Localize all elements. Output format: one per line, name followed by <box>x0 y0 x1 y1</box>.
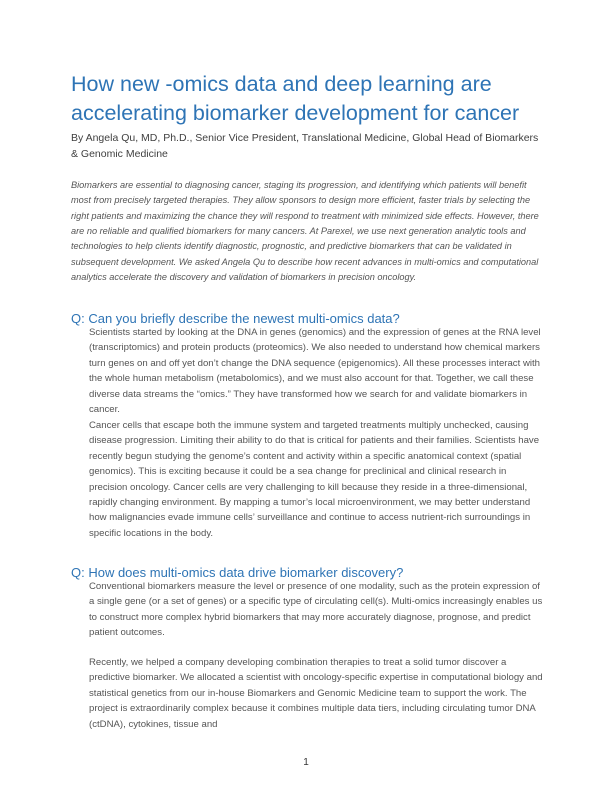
question-heading-2: Q: How does multi-omics data drive biomarker discovery? <box>71 565 404 580</box>
article-title: How new -omics data and deep learning are accelerating biomarker development for cancer <box>71 72 520 125</box>
author-byline: By Angela Qu, MD, Ph.D., Senior Vice President, Translational Medicine, Global Head of Biomarkers & Genomic Medicine <box>71 132 539 160</box>
answer-1-paragraph-1: Scientists started by looking at the DNA in genes (genomics) and the expression of genes at the RNA level (transcriptomics) and protein products (proteomics). We also needed to understand how chemical markers turn genes on and off yet don’t change the DNA sequence (epigenomics). All these processes interact with the whole human metabolism (metabolomics), and we must also account for that. Together, we call these diverse data streams the “omics.” They have transformed how we search for and validate biomarkers in cancer. <box>89 327 541 416</box>
question-heading-1: Q: Can you briefly describe the newest multi-omics data? <box>71 311 400 326</box>
page-number: 1 <box>303 757 309 768</box>
answer-2-paragraph-1: Conventional biomarkers measure the level or presence of one modality, such as the protein expression of a single gene (or a set of genes) or a specific type of circulating cell(s). Multi-omics increasingly enables us to construct more complex hybrid biomarkers that may more accurately diagnose, prognose, and predict patient outcomes. <box>89 581 543 639</box>
answer-2-paragraph-2: Recently, we helped a company developing combination therapies to treat a solid tumor discover a predictive biomarker. We allocated a scientist with oncology-specific expertise in computational biology and statistical genetics from our in-house Biomarkers and Genomic Medicine team to support the work. The project is extraordinarily complex because it combines multiple data tiers, including circulating tumor DNA (ctDNA), cytokines, tissue and <box>89 657 543 730</box>
intro-paragraph: Biomarkers are essential to diagnosing cancer, staging its progression, and identifying which patients will benefit most from precisely targeted therapies. They allow sponsors to design more efficient, faster trials by selecting the right patients and maximizing the chance they will respond to treatment with minimized side effects. However, there are no reliable and qualified biomarkers for many cancers. At Parexel, we use next generation analytic tools and technologies to help clients identify diagnostic, prognostic, and predictive biomarkers that can be validated in subsequent development. We asked Angela Qu to describe how recent advances in multi-omics and computational analytics accelerate the discovery and validation of biomarkers in precision oncology. <box>71 180 539 283</box>
answer-1-paragraph-2: Cancer cells that escape both the immune system and targeted treatments multiply unchecked, causing disease progression. Limiting their ability to do that is critical for patients and their families. Scientists have recently begun studying the genome’s content and activity within a specific anatomical context (spatial genomics). This is exciting because it could be a sea change for preclinical and clinical research in precision oncology. Cancer cells are very challenging to kill because they reside in a three-dimensional, rapidly changing environment. By mapping a tumor’s local microenvironment, we may better understand how malignancies evade immune cells’ surveillance and continue to access nutrient-rich surroundings in specific locations in the body. <box>89 420 540 539</box>
